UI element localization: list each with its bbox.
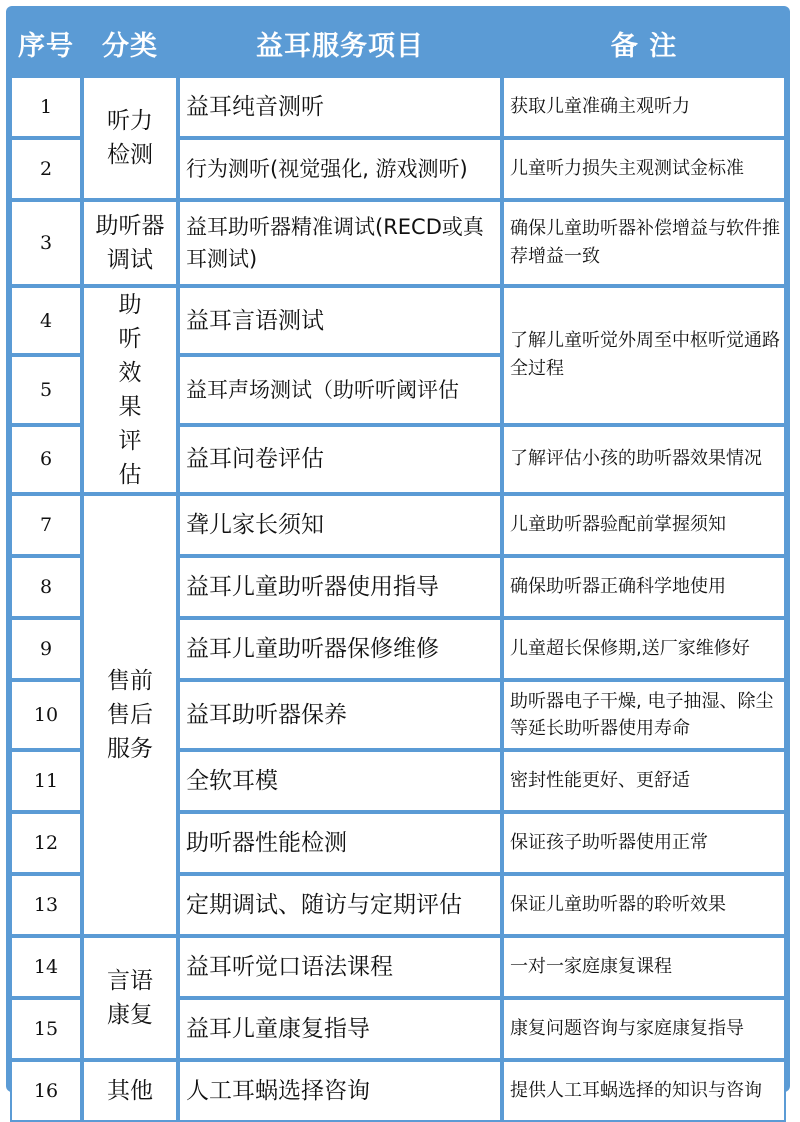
service-item: 益耳助听器保养 <box>178 680 502 750</box>
header-note: 备 注 <box>502 10 786 76</box>
header-item: 益耳服务项目 <box>178 10 502 76</box>
service-item: 益耳助听器精准调试(RECD或真耳测试) <box>178 200 502 286</box>
header-category: 分类 <box>82 10 178 76</box>
row-number: 13 <box>10 874 82 936</box>
row-number: 2 <box>10 138 82 200</box>
header-row <box>10 10 786 76</box>
service-note: 确保儿童助听器补偿增益与软件推荐增益一致 <box>502 200 786 286</box>
service-note: 儿童听力损失主观测试金标准 <box>502 138 786 200</box>
category-label: 言语康复 <box>107 968 153 1028</box>
table-row <box>10 76 786 138</box>
row-number: 3 <box>10 200 82 286</box>
category-label: 其他 <box>107 1078 153 1104</box>
service-item: 全软耳模 <box>178 750 502 812</box>
row-number: 12 <box>10 812 82 874</box>
service-item: 聋儿家长须知 <box>178 494 502 556</box>
service-item: 益耳声场测试（助听听阈评估 <box>178 355 502 424</box>
service-item: 益耳儿童助听器使用指导 <box>178 556 502 618</box>
category-label: 助听效果评估 <box>118 292 142 488</box>
row-number: 7 <box>10 494 82 556</box>
table-row <box>10 286 786 355</box>
service-item: 益耳儿童康复指导 <box>178 998 502 1060</box>
row-number: 9 <box>10 618 82 680</box>
row-number: 16 <box>10 1060 82 1122</box>
header-num: 序号 <box>10 10 82 76</box>
service-item: 益耳问卷评估 <box>178 425 502 494</box>
service-note: 康复问题咨询与家庭康复指导 <box>502 998 786 1060</box>
service-note: 一对一家庭康复课程 <box>502 936 786 998</box>
row-number: 1 <box>10 76 82 138</box>
service-note: 儿童超长保修期,送厂家维修好 <box>502 618 786 680</box>
table-row <box>10 936 786 998</box>
service-note: 了解评估小孩的助听器效果情况 <box>502 425 786 494</box>
service-item: 行为测听(视觉强化, 游戏测听) <box>178 138 502 200</box>
row-number: 5 <box>10 355 82 424</box>
service-note: 获取儿童准确主观听力 <box>502 76 786 138</box>
table-row <box>10 494 786 556</box>
service-item: 益耳儿童助听器保修维修 <box>178 618 502 680</box>
row-number: 8 <box>10 556 82 618</box>
category-cell <box>82 936 178 1060</box>
category-cell <box>82 1060 178 1122</box>
row-number: 4 <box>10 286 82 355</box>
category-label: 助听器调试 <box>95 213 165 273</box>
row-number: 10 <box>10 680 82 750</box>
service-table <box>10 10 786 1122</box>
service-item: 益耳纯音测听 <box>178 76 502 138</box>
service-note: 助听器电子干燥, 电子抽湿、除尘等延长助听器使用寿命 <box>502 680 786 750</box>
row-number: 11 <box>10 750 82 812</box>
service-note: 了解儿童听觉外周至中枢听觉通路全过程 <box>502 286 786 425</box>
service-note: 保证孩子助听器使用正常 <box>502 812 786 874</box>
service-item: 益耳听觉口语法课程 <box>178 936 502 998</box>
category-cell <box>82 200 178 286</box>
service-note: 密封性能更好、更舒适 <box>502 750 786 812</box>
category-cell <box>82 76 178 200</box>
row-number: 6 <box>10 425 82 494</box>
row-number: 14 <box>10 936 82 998</box>
category-label: 听力检测 <box>107 108 153 168</box>
category-cell <box>82 494 178 936</box>
service-item: 益耳言语测试 <box>178 286 502 355</box>
category-label: 售前售后服务 <box>107 668 153 762</box>
service-note: 儿童助听器验配前掌握须知 <box>502 494 786 556</box>
category-cell <box>82 286 178 494</box>
service-note: 保证儿童助听器的聆听效果 <box>502 874 786 936</box>
service-note: 提供人工耳蜗选择的知识与咨询 <box>502 1060 786 1122</box>
service-note: 确保助听器正确科学地使用 <box>502 556 786 618</box>
row-number: 15 <box>10 998 82 1060</box>
table-row <box>10 200 786 286</box>
service-item: 助听器性能检测 <box>178 812 502 874</box>
service-item: 定期调试、随访与定期评估 <box>178 874 502 936</box>
service-item: 人工耳蜗选择咨询 <box>178 1060 502 1122</box>
table-row <box>10 1060 786 1122</box>
